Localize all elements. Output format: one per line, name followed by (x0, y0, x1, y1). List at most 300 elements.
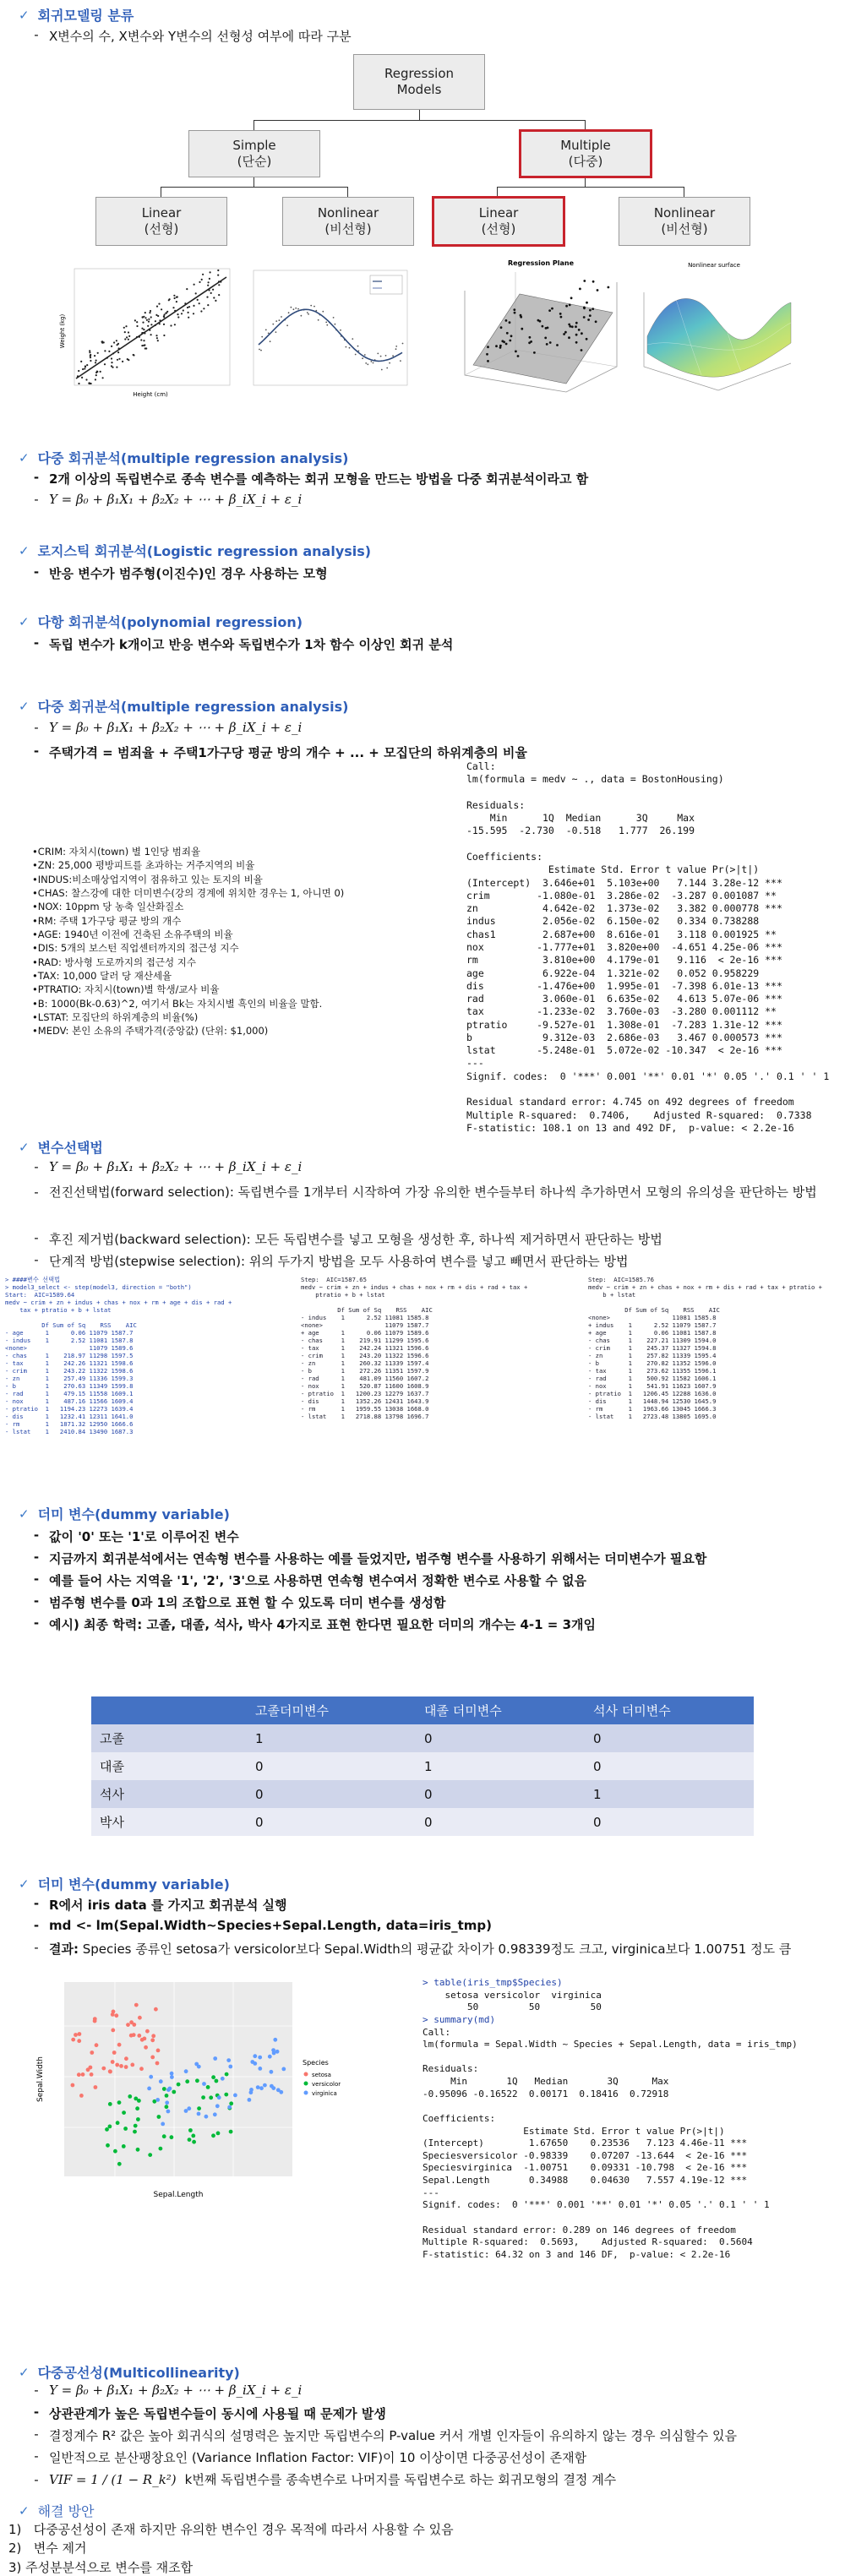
scatter-point (275, 331, 277, 333)
scatter-point (355, 354, 357, 356)
scatter-point (570, 297, 573, 299)
scatter-point (270, 340, 271, 342)
scatter-point (170, 2135, 174, 2139)
scatter-point (253, 2054, 257, 2058)
scatter-point (138, 2016, 142, 2020)
scatter-point (215, 300, 216, 302)
scatter-point (340, 329, 341, 331)
scatter-point (218, 284, 220, 286)
scatter-point (144, 2045, 148, 2050)
scatter-point (587, 319, 590, 321)
scatter-point (188, 312, 189, 313)
check-icon: ✓ (19, 613, 30, 629)
scatter-point (81, 377, 83, 379)
scatter-point (82, 368, 84, 370)
legend-title: Species (303, 2059, 329, 2067)
scatter-point (202, 274, 204, 275)
scatter-point (253, 2061, 257, 2066)
scatter-point (158, 303, 160, 305)
scatter-point (149, 2075, 153, 2079)
section-title-variable-selection: ✓ 변수선택법 (19, 1139, 103, 1156)
scatter-point (174, 297, 176, 299)
scatter-point (128, 335, 130, 337)
scatter-point (97, 352, 99, 354)
scatter-point (95, 2043, 99, 2047)
scatter-point (150, 310, 151, 312)
scatter-point (191, 2134, 195, 2138)
scatter-point (597, 289, 599, 291)
scatter-point (226, 2058, 231, 2062)
section1-line: - X변수의 수, X변수와 Y변수의 선형성 여부에 따라 구분 (34, 27, 352, 44)
scatter-point (116, 2121, 120, 2125)
scatter-point (128, 2094, 132, 2099)
scatter-point (249, 2090, 254, 2094)
scatter-point (150, 2056, 155, 2060)
section5-line2: - 주택가격 = 범죄율 + 주택1가구당 평균 방의 개수 + ... + 모집단의 하위계층의 비율 (33, 743, 527, 760)
scatter-point (117, 351, 119, 353)
scatter-point (147, 325, 149, 327)
scatter-point (78, 370, 79, 372)
legend-label: virginica (312, 2090, 337, 2097)
scatter-point (135, 2106, 139, 2110)
scatter-point (217, 2095, 221, 2099)
scatter-point (116, 367, 117, 368)
scatter-point (128, 359, 129, 361)
scatter-point (556, 344, 559, 346)
scatter-point (128, 331, 129, 333)
legend-label: versicolor (312, 2081, 341, 2088)
vif-formula: VIF = 1 / (1 − R_k²) (49, 2471, 177, 2487)
scatter-point (165, 2105, 169, 2109)
scatter-point (108, 2125, 112, 2129)
nonlinear-curve-plot (250, 267, 411, 390)
tree-multiple-box: Multiple (다중) (519, 129, 652, 178)
scatter-point (111, 346, 112, 347)
boston-lm-output: Call: lm(formula = medv ~ ., data = BostonHousing) Residuals: Min 1Q Median 3Q Max -15.595 -2.730 -0.518 1.777 26.199 Coefficients: Estimate Std. Error t value Pr(>|t|) (Intercept) 3.646e+01 5.103e+00 7.144 3.28e-12 *** crim -1.080e-01 3.286e-02 -3.287 0.001087 ** zn 4.642e-02 1.373e-02 3.382 0.000778 *** indus 2.056e-02 6.150e-02 0.334 0.738288 chas1 2.687e+00 8.616e-01 3.118 0.001925 ** nox -1.777e+01 3.820e+00 -4.651 4.25e-06 *** rm 3.810e+00 4.179e-01 9.116 < 2e-16 *** age 6.922e-04 1.321e-02 0.052 0.958229 dis -1.476e+00 1.995e-01 -7.398 6.01e-13 *** rad 3.060e-01 6.635e-02 4.613 5.07e-06 *** tax -1.233e-02 3.760e-03 -3.280 0.001112 ** ptratio -9.527e-01 1.308e-01 -7.283 1.31e-12 *** b 9.312e-03 2.686e-03 3.467 0.000573 *** lstat -5.248e-01 5.072e-02 -10.347 < 2e-16 *** --- Signif. codes: 0 '***' 0.001 '**' 0.01 '*' 0.05 '.' 0.1 ' ' 1 Residual standard error: 4.745 on 492 degrees of freedom Multiple R-squared: 0.7406, Adjusted R-squared: 0.7338 F-statistic: 108.1 on 13 and 492 DF, p-value: < 2.2e-16 (466, 760, 838, 1135)
section4-line: - 독립 변수가 k개이고 반응 변수와 독립변수가 1차 함수 이상인 회귀 분석 (33, 635, 454, 652)
scatter-point (207, 304, 209, 306)
scatter-point (549, 341, 552, 344)
scatter-point (148, 319, 150, 320)
scatter-point (188, 306, 190, 308)
list-item: 3) 주성분분석으로 변수를 재조합 (8, 2560, 194, 2575)
scatter-point (184, 2069, 188, 2073)
scatter-point (139, 2067, 144, 2071)
scatter-point (546, 343, 548, 346)
scatter-point (149, 312, 150, 313)
scatter-point (248, 2098, 252, 2102)
scatter-point (90, 383, 92, 384)
scatter-point (367, 363, 368, 365)
table-header-cell: 고졸더미변수 (247, 1696, 416, 1724)
scatter-point (165, 2100, 169, 2105)
scatter-point (94, 2085, 98, 2089)
scatter-point (108, 2102, 112, 2106)
scatter-point (129, 2020, 134, 2024)
table-cell: 0 (247, 1780, 416, 1808)
scatter-point (586, 338, 588, 340)
scatter-point (150, 334, 152, 335)
section9-line1: - 상관관계가 높은 독립변수들이 동시에 사용될 때 문제가 발생 (33, 2404, 386, 2421)
scatter-point (148, 2153, 152, 2157)
scatter-point (173, 295, 175, 297)
tree-nonlinear-simple-box: Nonlinear (비선형) (282, 197, 414, 246)
scatter-point (500, 326, 503, 329)
table-header-cell: 석사 더미변수 (585, 1696, 754, 1724)
section-title-dummy-variable-2: ✓ 더미 변수(dummy variable) (19, 1876, 230, 1893)
scatter-point (77, 2039, 81, 2043)
table-cell: 0 (416, 1780, 585, 1808)
scatter-point (197, 2112, 201, 2116)
scatter-point (108, 351, 110, 352)
scatter-point (326, 324, 328, 326)
scatter-point (124, 331, 126, 333)
scatter-point (579, 288, 581, 291)
scatter-point (155, 2098, 160, 2102)
scatter-point (195, 2078, 199, 2083)
scatter-point (206, 297, 208, 298)
check-icon: ✓ (19, 449, 30, 466)
scatter-point (188, 2138, 192, 2142)
scatter-point (165, 2094, 169, 2098)
table-header-cell: 대졸 더미변수 (416, 1696, 585, 1724)
scatter-point (208, 281, 210, 283)
scatter-point (194, 284, 195, 286)
scatter-point (197, 2106, 201, 2110)
scatter-point (140, 339, 142, 340)
scatter-point (118, 358, 120, 360)
table-row (91, 1752, 754, 1780)
section9-line2: - 결정계수 R² 값은 높아 회귀식의 설명력은 높지만 독립변수의 P-value 커서 개별 인자들이 유의하지 않는 경우 의심할수 있음 (34, 2426, 737, 2443)
scatter-point (386, 368, 388, 369)
scatter-point (389, 362, 390, 364)
scatter-point (517, 355, 520, 357)
scatter-point (90, 357, 91, 358)
section-title-logistic-regression: ✓ 로지스틱 회귀분석(Logistic regression analysis) (19, 542, 372, 559)
scatter-point (150, 316, 152, 318)
scatter-point (583, 280, 586, 282)
table-cell: 0 (247, 1752, 416, 1780)
scatter-point (146, 319, 148, 321)
scatter-point (143, 345, 144, 346)
table-row (91, 1808, 754, 1836)
scatter-point (79, 2094, 84, 2098)
scatter-point (210, 292, 212, 294)
scatter-point (229, 2101, 233, 2105)
list-item: •B: 1000(Bk-0.63)^2, 여기서 Bk는 자치시별 흑인의 비율을 말함. (32, 997, 323, 1010)
scatter-point (571, 325, 574, 328)
scatter-point (213, 2112, 217, 2116)
table-row (91, 1724, 754, 1752)
scatter-point (513, 308, 515, 311)
tree-connector (419, 110, 420, 120)
scatter-point (506, 332, 509, 335)
scatter-point (130, 2063, 134, 2067)
scatter-point (377, 353, 379, 355)
scatter-point (495, 345, 498, 347)
step-output-step1: Step: AIC=1587.65 medv ~ crim + zn + indus + chas + nox + rm + dis + rad + tax + ptratio + b + lstat Df Sum of Sq RSS AIC - indus 1 2.52 11081 1585.8 <none> 11079 1587.7 + age 1 0.06 11079 1589.6 - chas 1 219.91 11299 1595.6 - tax 1 242.24 11321 1596.6 - crim 1 243.20 11322 1596.6 - zn 1 260.32 11339 1597.4 - b 1 272.26 11351 1597.9 - rad 1 481.09 11560 1607.2 - nox 1 520.87 11600 1608.9 - ptratio 1 1200.23 12279 1637.7 - dis 1 1352.26 12431 1643.9 - rm 1 1959.55 13038 1668.0 - lstat 1 2718.88 13798 1696.7 (301, 1276, 580, 1420)
scatter-point (210, 271, 211, 273)
list-item: •INDUS:비소매상업지역이 점유하고 있는 토지의 비율 (32, 873, 263, 885)
scatter-point (108, 2069, 112, 2073)
scatter-point (487, 360, 489, 362)
scatter-point (310, 305, 312, 307)
scatter-point (213, 297, 215, 298)
scatter-point (124, 2065, 128, 2069)
scatter-point (74, 2033, 78, 2037)
scatter-point (279, 2090, 283, 2094)
scatter-point (84, 365, 86, 367)
section-title-polynomial-regression: ✓ 다항 회귀분석(polynomial regression) (19, 613, 303, 630)
scatter-point (346, 346, 347, 348)
scatter-point (129, 2034, 134, 2038)
scatter-point (71, 2083, 75, 2088)
dummy-variable-table (91, 1696, 754, 1836)
scatter-point (143, 340, 144, 341)
list-item: •RAD: 방사형 도로까지의 접근성 지수 (32, 956, 196, 968)
scatter-point (89, 350, 90, 351)
scatter-point (200, 310, 202, 312)
scatter-point (279, 319, 281, 321)
tree-connector (254, 120, 585, 121)
scatter-point (163, 335, 165, 336)
scatter-point (595, 320, 597, 323)
check-icon: ✓ (19, 542, 30, 558)
scatter-point (157, 340, 159, 341)
scatter-point (136, 321, 138, 323)
scatter-point (93, 2017, 97, 2021)
section7-line1: - 값이 '0' 또는 '1'로 이루어진 변수 (33, 1528, 239, 1544)
scatter-point (100, 371, 101, 373)
scatter-point (134, 2124, 138, 2128)
scatter-point (111, 362, 112, 363)
scatter-point (365, 362, 367, 364)
solution-list (8, 2521, 454, 2558)
list-item: •AGE: 1940년 이전에 건축된 소유주택의 비율 (32, 928, 233, 940)
table-cell: 0 (416, 1724, 585, 1752)
scatter-point (113, 341, 115, 343)
scatter-point (575, 334, 578, 336)
scatter-point (162, 2087, 166, 2091)
scatter-point (94, 355, 95, 357)
scatter-point (199, 281, 200, 283)
scatter-point (297, 308, 299, 310)
plot-title: Regression Plane (507, 259, 575, 267)
scatter-point (221, 2077, 225, 2081)
scatter-point (206, 2085, 210, 2089)
scatter-point (84, 368, 85, 369)
section7-line3: - 예를 들어 사는 지역을 '1', '2', '3'으로 사용하면 연속형 변수여서 정확한 변수로 사용할 수 없음 (33, 1571, 587, 1588)
scatter-point (101, 340, 103, 342)
plot-legend (370, 275, 402, 294)
scatter-point (174, 324, 176, 325)
table-cell: 1 (247, 1724, 416, 1752)
scatter-point (395, 346, 397, 347)
y-axis-label: Sepal.Width (36, 2056, 45, 2102)
scatter-point (90, 360, 91, 362)
scatter-point (592, 308, 594, 310)
section2-formula: - Y = β₀ + β₁X₁ + β₂X₂ + ⋯ + β_iX_i + ε_i (34, 492, 303, 507)
list-item: •CRIM: 자치시(town) 별 1인당 범죄율 (32, 846, 201, 858)
scatter-point (77, 2072, 81, 2077)
scatter-point (529, 336, 532, 339)
scatter-point (86, 364, 88, 366)
step-output-step2: Step: AIC=1585.76 medv ~ crim + zn + chas + nox + rm + dis + rad + tax + ptratio + b + lstat Df Sum of Sq RSS AIC <none> 11081 1585.8 + indus 1 2.52 11079 1587.7 + age 1 0.06 11081 1587.8 - chas 1 227.21 11309 1594.0 - crim 1 245.37 11327 1594.8 - zn 1 257.82 11339 1595.4 - b 1 270.82 11352 1596.0 - tax 1 273.62 11355 1596.1 - rad 1 500.92 11582 1606.1 - nox 1 541.91 11623 1607.9 - ptratio 1 1206.45 12288 1636.0 - dis 1 1448.94 12530 1645.9 - rm 1 1963.66 13045 1666.3 - lstat 1 2723.48 13805 1695.0 (588, 1276, 842, 1420)
section7-line5: - 예시) 최종 학력: 고졸, 대졸, 석사, 박사 4가지로 표현 한다면 필요한 더미의 개수는 4-1 = 3개임 (33, 1615, 596, 1632)
scatter-point (162, 2134, 166, 2138)
scatter-point (142, 322, 144, 324)
scatter-point (151, 2034, 155, 2038)
scatter-point (137, 2034, 141, 2038)
scatter-point (380, 356, 382, 357)
scatter-point (95, 362, 96, 363)
scatter-point (224, 2093, 228, 2097)
list-item: •CHAS: 찰스강에 대한 더미변수(강의 경계에 위치한 경우는 1, 아니면 0) (32, 886, 345, 899)
scatter-point (154, 2007, 158, 2012)
scatter-point (560, 316, 563, 319)
table-cell: 0 (585, 1752, 754, 1780)
scatter-point (172, 307, 174, 308)
scatter-point (575, 325, 577, 328)
regression-plane (473, 294, 613, 384)
scatter-point (111, 2060, 115, 2064)
scatter-point (181, 313, 183, 314)
scatter-point (89, 351, 90, 353)
scatter-point (486, 353, 488, 356)
scatter-point (90, 2072, 94, 2077)
scatter-point (308, 313, 309, 315)
scatter-point (147, 2087, 151, 2091)
scatter-point (227, 2105, 232, 2110)
list-item: •PTRATIO: 자치시(town)별 학생/교사 비율 (32, 983, 220, 996)
tree-connector (347, 187, 348, 197)
list-item: •MEDV: 본인 소유의 주택가격(중앙값) (단위: $1,000) (32, 1025, 269, 1037)
scatter-point (170, 2075, 174, 2079)
section6-forward: - 전진선택법(forward selection): 독립변수를 1개부터 시작하여 가장 유의한 변수들부터 하나씩 추가하면서 모형의 유의성을 판단하는 방법 (34, 1185, 817, 1200)
tree-linear-multiple-box: Linear (선형) (432, 196, 565, 247)
scatter-point (157, 2115, 161, 2119)
scatter-point (136, 2117, 140, 2121)
scatter-point (133, 2130, 137, 2134)
scatter-point (101, 2067, 106, 2071)
scatter-point (559, 313, 562, 315)
scatter-point (134, 2003, 139, 2007)
scatter-point (197, 299, 199, 301)
scatter-point (568, 324, 570, 326)
scatter-point (156, 2049, 161, 2053)
list-item: 1) 다중공선성이 존재 하지만 유의한 변수인 경우 목적에 따라서 사용할 수 있음 (8, 2522, 454, 2537)
scatter-point (357, 346, 359, 347)
scatter-point (102, 377, 104, 379)
scatter-point (575, 322, 578, 324)
scatter-point (142, 317, 144, 319)
scatter-point (90, 354, 91, 356)
scatter-point (575, 341, 578, 344)
scatter-point (313, 306, 315, 308)
table-header-cell (91, 1696, 247, 1724)
scatter-point (117, 343, 119, 345)
scatter-point (125, 325, 127, 327)
scatter-point (159, 2147, 163, 2151)
legend-key-versicolor (304, 2082, 308, 2086)
scatter-point (211, 2075, 215, 2079)
scatter-point (581, 349, 583, 351)
scatter-point (81, 2072, 85, 2077)
section8-line2: - md <- lm(Sepal.Width~Species+Sepal.Length, data=iris_tmp) (33, 1918, 492, 1933)
scatter-point (281, 316, 282, 318)
scatter-point (124, 2056, 128, 2061)
tree-root-box: Regression Models (353, 54, 485, 110)
scatter-point (259, 349, 260, 351)
scatter-point (144, 317, 146, 319)
scatter-point (203, 308, 204, 309)
scatter-point (520, 316, 522, 319)
scatter-point (201, 279, 203, 280)
scatter-point (104, 363, 106, 365)
scatter-point (505, 343, 508, 346)
scatter-point (122, 2144, 126, 2148)
scatter-point (217, 270, 219, 271)
scatter-point (143, 329, 144, 330)
scatter-point (592, 280, 595, 283)
section-title-regression-modeling: ✓ 회귀모델링 분류 (19, 7, 134, 24)
scatter-point (123, 2127, 128, 2131)
scatter-point (95, 374, 97, 376)
scatter-point (113, 2149, 117, 2154)
scatter-point (155, 335, 157, 336)
scatter-point (204, 2115, 209, 2119)
scatter-point (193, 313, 194, 314)
list-item: •ZN: 25,000 평방피트를 초과하는 거주지역의 비율 (32, 859, 255, 872)
scatter-point (400, 360, 401, 362)
scatter-point (177, 296, 178, 297)
scatter-point (199, 302, 200, 304)
scatter-point (293, 308, 295, 310)
scatter-point (402, 343, 404, 345)
scatter-point (565, 305, 568, 308)
scatter-point (128, 339, 129, 340)
scatter-point (163, 316, 165, 318)
scatter-point (487, 346, 489, 348)
scatter-point (273, 2038, 277, 2042)
scatter-point (112, 2010, 116, 2014)
scatter-point (123, 327, 125, 329)
scatter-point (161, 308, 162, 310)
section5-formula: - Y = β₀ + β₁X₁ + β₂X₂ + ⋯ + β_iX_i + ε_i (34, 720, 303, 735)
scatter-point (177, 313, 178, 315)
scatter-point (256, 2085, 260, 2089)
scatter-point (78, 383, 79, 384)
tree-connector (497, 187, 684, 188)
scatter-point (325, 322, 327, 324)
scatter-point (392, 355, 394, 357)
table-row (91, 1780, 754, 1808)
linear-scatter-plot (57, 264, 235, 399)
scatter-point (150, 324, 152, 325)
scatter-point (521, 328, 523, 330)
scatter-point (71, 2038, 75, 2042)
section2-line: - 2개 이상의 독립변수로 종속 변수를 예측하는 회귀 모형을 만드는 방법을 다중 회귀분석이라고 함 (33, 470, 589, 487)
scatter-point (170, 2072, 174, 2076)
scatter-point (159, 2079, 163, 2083)
scatter-point (499, 346, 502, 349)
scatter-point (80, 361, 82, 362)
scatter-point (260, 350, 262, 351)
list-item: •RM: 주택 1가구당 평균 방의 개수 (32, 914, 182, 927)
scatter-point (122, 361, 123, 362)
check-icon: ✓ (19, 1506, 30, 1522)
scatter-point (548, 309, 551, 312)
